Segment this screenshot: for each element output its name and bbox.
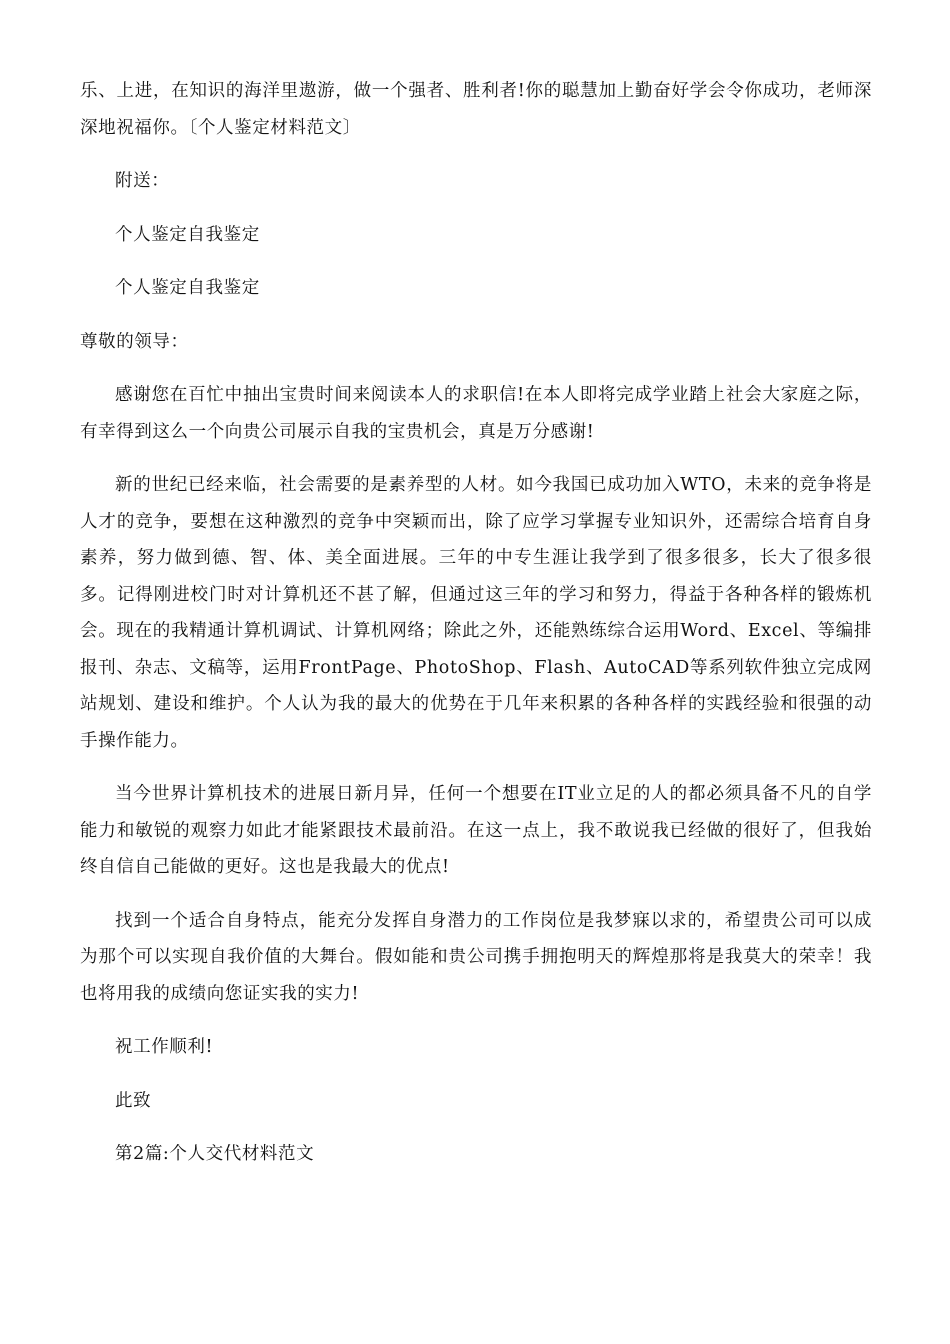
body-paragraph: 当今世界计算机技术的进展日新月异，任何一个想要在IT业立足的人的都必须具备不凡的自学能力和敏锐的观察力如此才能紧跟技术最前沿。在这一点上，我不敢说我已经做的很好了，但我始终自信自己能做的更好。这也是我最大的优点! — [80, 784, 872, 877]
body-paragraph: 感谢您在百忙中抽出宝贵时间来阅读本人的求职信!在本人即将完成学业踏上社会大家庭之际，有幸得到这么一个向贵公司展示自我的宝贵机会，真是万分感谢! — [80, 385, 872, 442]
document-page — [80, 73, 872, 1173]
attachment-label: 附送： — [115, 171, 170, 191]
next-article-heading: 第2篇:个人交代材料范文 — [115, 1144, 315, 1164]
closing-wish: 祝工作顺利! — [115, 1037, 214, 1057]
closing-regards: 此致 — [115, 1090, 152, 1111]
body-paragraph: 乐、上进，在知识的海洋里遨游，做一个强者、胜利者!你的聪慧加上勤奋好学会令你成功，老师深深地祝福你。〔个人鉴定材料范文〕 — [80, 81, 872, 138]
body-paragraph: 找到一个适合自身特点，能充分发挥自身潜力的工作岗位是我梦寐以求的，希望贵公司可以成为那个可以实现自我价值的大舞台。假如能和贵公司携手拥抱明天的辉煌那将是我莫大的荣幸！我也将用我的成绩向您证实我的实力! — [80, 910, 872, 1004]
section-subheading: 个人鉴定自我鉴定 — [115, 278, 260, 298]
salutation: 尊敬的领导： — [80, 331, 189, 352]
section-heading: 个人鉴定自我鉴定 — [115, 224, 260, 245]
body-paragraph: 新的世纪已经来临，社会需要的是素养型的人材。如今我国已成功加入WTO，未来的竞争将是人才的竞争，要想在这种激烈的竞争中突颖而出，除了应学习掌握专业知识外，还需综合培育自身素养，努力做到德、智、体、美全面进展。三年的中专生涯让我学到了很多很多，长大了很多很多。记得刚进校门时对计算机还不甚了解，但通过这三年的学习和努力，得益于各种各样的锻炼机会。现在的我精通计算机调试、计算机网络；除此之外，还能熟练综合运用Word、Excel、等编排报刊、杂志、文稿等，运用FrontPage、PhotoShop、Flash、AutoCAD等系列软件独立完成网站规划、建设和维护。个人认为我的最大的优势在于几年来积累的各种各样的实践经验和很强的动手操作能力。 — [80, 475, 872, 751]
